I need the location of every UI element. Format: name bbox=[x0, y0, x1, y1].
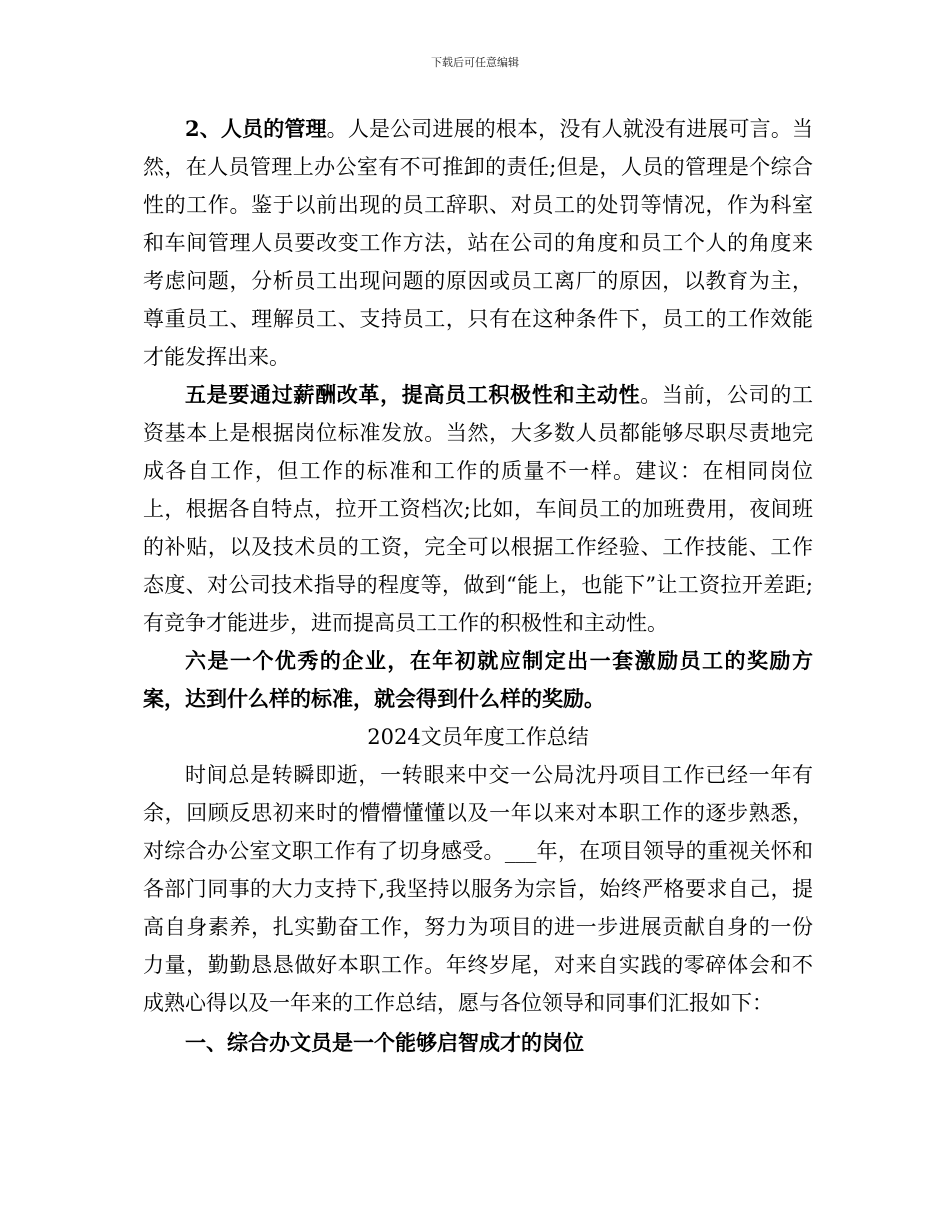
paragraph-incentive-plan bbox=[143, 642, 813, 718]
paragraph-lead: 2、人员的管理 bbox=[185, 116, 327, 141]
paragraph-personnel-management bbox=[143, 110, 813, 376]
page-header: 下载后可任意编辑 bbox=[431, 56, 519, 69]
paragraph-text: 。当前，公司的工资基本上是根据岗位标准发放。当然，大多数人员都能够尽职尽责地完成各自工作，但工作的标准和工作的质量不一样。建议：在相同岗位上，根据各自特点，拉开工资档次;比如，车间员工的加班费用，夜间班的补贴，以及技术员的工资，完全可以根据工作经验、工作技能、工作态度、对公司技术指导的程度等，做到“能上，也能下”让工资拉开差距;有竞争才能进步，进而提高员工工作的积极性和主动性。 bbox=[143, 383, 813, 635]
paragraph-bold-text: 六是一个优秀的企业，在年初就应制定出一套激励员工的奖励方案，达到什么样的标准，就会得到什么样的奖励。 bbox=[143, 648, 813, 711]
paragraph-salary-reform bbox=[143, 376, 813, 642]
section-heading-text: 一、综合办文员是一个能够启智成才的岗位 bbox=[185, 1030, 584, 1055]
section-heading bbox=[143, 1024, 813, 1062]
paragraph-lead: 五是要通过薪酬改革，提高员工积极性和主动性 bbox=[185, 382, 641, 407]
section-title: 2024文员年度工作总结 bbox=[367, 725, 589, 749]
paragraph-text: 。人是公司进展的根本，没有人就没有进展可言。当然，在人员管理上办公室有不可推卸的责任;但是，人员的管理是个综合性的工作。鉴于以前出现的员工辞职、对员工的处罚等情况，作为科室和车间管理人员要改变工作方法，站在公司的角度和员工个人的角度来考虑问题，分析员工出现问题的原因或员工离厂的原因，以教育为主，尊重员工、理解员工、支持员工，只有在这种条件下，员工的工作效能才能发挥出来。 bbox=[143, 117, 813, 369]
document-body bbox=[143, 110, 813, 1062]
paragraph-summary-intro: 时间总是转瞬即逝，一转眼来中交一公局沈丹项目工作已经一年有余，回顾反思初来时的懵懵懂懂以及一年以来对本职工作的逐步熟悉，对综合办公室文职工作有了切身感受。___年，在项目领导的重视关怀和各部门同事的大力支持下,我坚持以服务为宗旨，始终严格要求自己，提高自身素养，扎实勤奋工作，努力为项目的进一步进展贡献自身的一份力量，勤勤恳恳做好本职工作。年终岁尾，对来自实践的零碎体会和不成熟心得以及一年来的工作总结，愿与各位领导和同事们汇报如下： bbox=[143, 763, 813, 1015]
